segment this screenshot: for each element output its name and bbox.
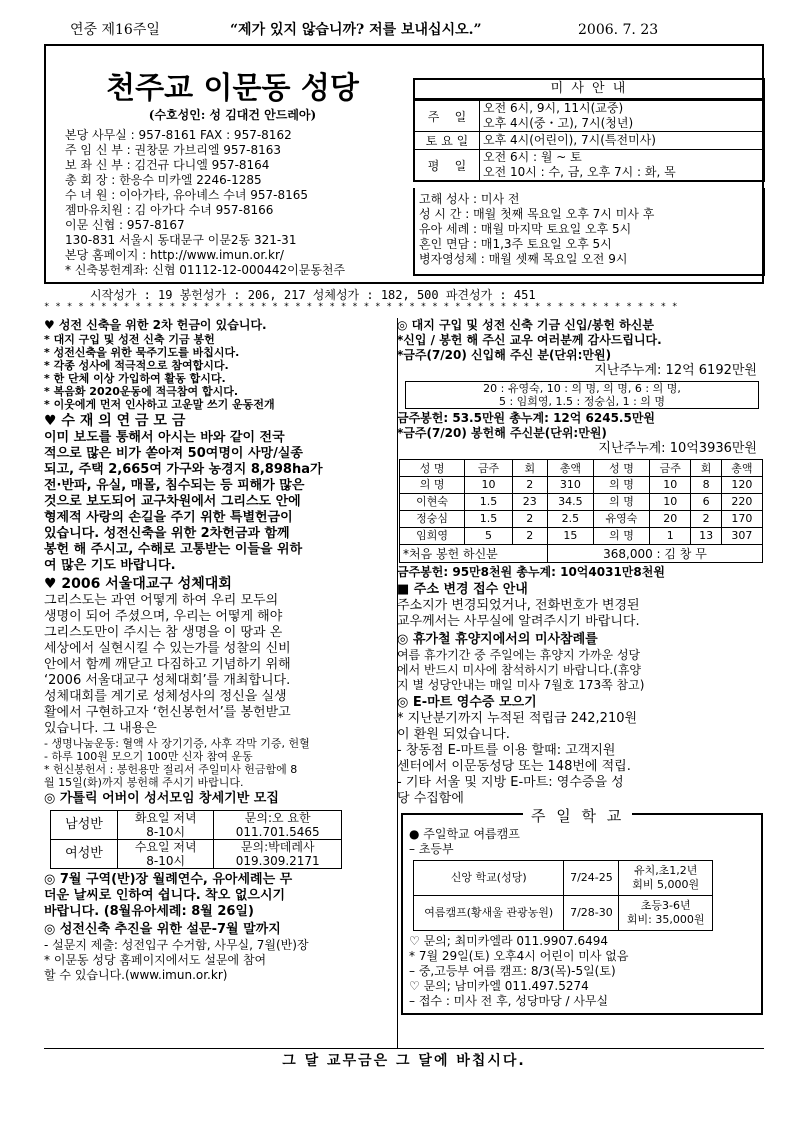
address-change-title: ■ 주소 변경 접수 안내 (397, 582, 528, 597)
table-cell: 6 (691, 494, 722, 511)
text-line: 이미 보도를 통해서 아시는 바와 같이 전국 (44, 430, 285, 445)
week-label: 연중 제16주일 (70, 22, 160, 38)
contact-line: 본당 홈페이지 : http://www.imun.or.kr/ (65, 248, 284, 262)
table-cell: 23 (512, 494, 547, 511)
eucharist-congress-title: ♥ 2006 서울대교구 성체대회 (44, 576, 232, 592)
table-cell: 수요일 저녁 8-10시 (118, 840, 214, 869)
hymn-numbers: 시작성가 : 19 봉헌성가 : 206, 217 성체성가 : 182, 500 파견성가 : 451 (90, 288, 536, 302)
text-line: 전·반파, 유실, 매몰, 침수되는 등 피해가 많은 (44, 478, 305, 493)
table-cell: 310 (547, 477, 593, 494)
mass-schedule-table (413, 100, 765, 182)
mass-guide (413, 78, 765, 188)
text-line: 있습니다. 성전신축을 위한 2차헌금과 함께 (44, 526, 290, 541)
text-line: 활에서 구현하고자 ‘헌신봉헌서’를 봉헌받고 (44, 705, 291, 720)
text-line: 성체대회를 계기로 성체성사의 정신을 실생 (44, 689, 287, 704)
text-line: 교우께서는 사무실에 알려주시기 바랍니다. (397, 614, 640, 629)
list-item: * 이웃에게 먼저 인사하고 고운말 쓰기 운동전개 (44, 398, 275, 411)
text-line: 생명이 되어 주셨으며, 우리는 어떻게 해야 (44, 609, 283, 624)
contact-line: 젬마유치원 : 김 아가다 수녀 957-8166 (65, 203, 274, 217)
mass-row (414, 132, 764, 150)
mass-row (414, 150, 764, 182)
contact-line: 총 회 장 : 한응수 미카엘 2246-1285 (65, 173, 262, 187)
table-cell: 의 명 (593, 528, 650, 545)
text-line: ◎ 대지 구입 및 성전 신축 기금 신입/봉헌 하신분 (397, 318, 654, 332)
bible-study-title: ◎ 가톨릭 어버이 성서모임 창세기반 모집 (44, 791, 279, 806)
sacrament-note: 유아 세례 : 매월 마지막 토요일 오후 5시 (419, 222, 632, 236)
table-cell: 신앙 학교(성당) (414, 861, 564, 896)
table-cell: 170 (721, 511, 762, 528)
table-cell: 7/24-25 (564, 861, 619, 896)
mass-time-line: 오전 10시 : 수, 금, 오후 7시 : 화, 목 (483, 165, 676, 179)
text-line: 당 수집함에 (397, 791, 464, 806)
text-line: - 설문지 제출: 성전입구 수거함, 사무실, 7월(반)장 (44, 938, 309, 952)
offering-prev-total: 지난주누계: 10억3936만원 (598, 441, 757, 456)
column-header: 총액 (721, 460, 762, 477)
emart-title: ◎ E-마트 영수증 모으기 (397, 695, 537, 710)
text-line: 있습니다. 그 내용은 (44, 721, 157, 736)
column-header: 금주 (465, 460, 512, 477)
issue-date: 2006. 7. 23 (578, 22, 659, 38)
table-cell: 10 (650, 494, 691, 511)
table-cell: 문의:오 요한 011.701.5465 (214, 811, 342, 840)
first-donor-label: *처음 봉헌 하신분 (400, 545, 548, 563)
table-cell: 2 (512, 511, 547, 528)
mass-day: 주 일 (414, 101, 480, 132)
contact-line: 본당 사무실 : 957-8161 FAX : 957-8162 (65, 128, 292, 142)
table-cell: 초등3-6년 회비: 35,000원 (619, 896, 713, 931)
list-item: - 생명나눔운동: 혈액 사 장기기증, 사후 각막 기증, 헌혈 (44, 737, 310, 750)
sunday-school-box (401, 807, 763, 1015)
contact-line: * 신축봉헌계좌: 신협 01112-12-000442이문동천주 (65, 263, 346, 277)
table-cell: 문의:박데레사 019.309.2171 (214, 840, 342, 869)
table-cell: 화요일 저녁 8-10시 (118, 811, 214, 840)
table-cell: 10 (465, 477, 512, 494)
mass-time-line: 오후 4시(어린이), 7시(특전미사) (483, 133, 656, 147)
sunday-school-title: 주 일 학 교 (523, 805, 632, 826)
list-item: * 성전신축을 위한 묵주기도를 바칩시다. (44, 346, 240, 359)
mass-guide-title: 미 사 안 내 (413, 78, 765, 100)
footer-rule (44, 1048, 764, 1049)
contact-line: 보 좌 신 부 : 김건규 다니엘 957-8164 (65, 158, 270, 172)
offering-total: 금주봉헌: 95만8천원 총누계: 10억4031만8천원 (397, 565, 665, 579)
column-header: 총액 (547, 460, 593, 477)
list-item: * 대지 구입 및 성전 신축 기금 봉헌 (44, 333, 215, 346)
table-cell: 1 (650, 528, 691, 545)
table-row (400, 477, 763, 494)
vacation-mass-text (397, 648, 767, 693)
text-line: ‘2006 서울대교구 성체대회’를 개최합니다. (44, 673, 291, 688)
right-column (397, 318, 767, 1015)
survey-text (44, 938, 394, 983)
table-cell: 2.5 (547, 511, 593, 528)
text-line: 봉헌 해 주시고, 수해로 고통받는 이들을 위하 (44, 542, 303, 557)
table-cell: 5 (465, 528, 512, 545)
mass-time-line: 오후 4시(중・고), 7시(청년) (483, 116, 634, 130)
text-line: 할 수 있습니다.(www.imun.or.kr) (44, 968, 228, 982)
mass-day: 평 일 (414, 150, 480, 182)
table-footer-row (400, 545, 763, 563)
text-line: 주소지가 변경되었거나, 전화번호가 변경된 (397, 598, 640, 613)
parish-contacts (65, 128, 405, 278)
text-line: 것으로 보도되어 교구차원에서 그리스도 안에 (44, 494, 301, 509)
mass-day: 토 요 일 (414, 132, 480, 150)
offering-heading (397, 411, 767, 441)
text-line: *금주(7/20) 신입해 주신 분(단위:만원) (397, 348, 612, 362)
table-cell: 307 (721, 528, 762, 545)
mass-times (480, 101, 765, 132)
table-cell: 이현숙 (400, 494, 465, 511)
text-line: *금주(7/20) 봉헌해 주신분(단위:만원) (397, 426, 607, 440)
mass-time-line: 오전 6시, 9시, 11시(교중) (483, 101, 624, 115)
sacrament-note: 성 시 간 : 매월 첫째 목요일 오후 7시 미사 후 (419, 207, 655, 221)
sunday-school-table (413, 860, 713, 931)
theme-quote: “제가 있지 않습니까? 저를 보내십시오.” (230, 22, 482, 38)
footer-message: 그 달 교무금은 그 달에 바칩시다. (282, 1053, 526, 1069)
text-line: 더운 날씨로 인하여 쉽니다. 착오 없으시기 (44, 888, 286, 903)
table-row (51, 840, 342, 869)
text-line: 형제적 사랑의 손길을 주기 위한 특별헌금이 (44, 510, 293, 525)
text-line: - 창동점 E-마트를 이용 할때: 고객지원 (397, 743, 616, 758)
contact-line: 이문 신협 : 957-8167 (65, 218, 185, 232)
text-line: 에서 반드시 미사에 참석하시기 바랍니다.(휴양 (397, 663, 642, 677)
text-line: ♡ 문의; 남미카엘 011.497.5274 (409, 979, 589, 993)
table-cell: 8 (691, 477, 722, 494)
table-row (400, 511, 763, 528)
summer-camp-label: ● 주일학교 여름캠프 (409, 827, 520, 841)
eucharist-congress-items (44, 737, 394, 789)
emart-text (397, 711, 767, 807)
text-line: 이 환원 되었습니다. (397, 727, 510, 742)
text-line: 바랍니다. (8월유아세례: 8월 26일) (44, 904, 254, 919)
table-cell: 34.5 (547, 494, 593, 511)
table-cell: 여성반 (51, 840, 118, 869)
text-line: - 기타 서울 및 지방 E-마트: 영수증을 성 (397, 775, 624, 790)
text-line: * 7월 29일(토) 오후4시 어린이 미사 없음 (409, 949, 629, 963)
list-item: * 한 단체 이상 가입하여 활동 합시다. (44, 372, 226, 385)
text-line: – 접수 : 미사 전 후, 성당마당 / 사무실 (409, 994, 609, 1008)
address-change-text (397, 598, 767, 630)
text-line: * 지난분기까지 누적된 적립금 242,210원 (397, 711, 638, 726)
contact-line: 수 녀 원 : 이아가타, 유아녜스 수녀 957-8165 (65, 188, 309, 202)
text-line: 그리스도는 과연 어떻게 하여 우리 모두의 (44, 593, 279, 608)
table-cell: 7/28-30 (564, 896, 619, 931)
table-cell: 1.5 (465, 511, 512, 528)
list-item: - 하루 100원 모으기 100만 신자 참여 운동 (44, 750, 253, 763)
table-row (414, 861, 713, 896)
table-cell: 2 (512, 528, 547, 545)
table-cell: 남성반 (51, 811, 118, 840)
table-row (400, 528, 763, 545)
table-cell: 13 (691, 528, 722, 545)
mass-times (480, 150, 765, 182)
star-divider: ******************************************************** (44, 302, 684, 312)
text-line: 금주봉헌: 53.5만원 총누계: 12억 6245.5만원 (397, 411, 656, 425)
table-cell: 220 (721, 494, 762, 511)
text-line: * 이문동 성당 홈페이지에서도 설문에 참여 (44, 953, 267, 967)
sunday-school-text (409, 934, 755, 1009)
column-header: 회 (691, 460, 722, 477)
sacrament-note: 병자영성체 : 매월 셋째 목요일 오전 9시 (419, 252, 628, 266)
text-line: 그리스도만이 주시는 참 생명을 이 땅과 온 (44, 625, 283, 640)
sacrament-note: 고해 성사 : 미사 전 (419, 192, 520, 206)
text-line: 적으로 많은 비가 쏟아져 50여명이 사망/실종 (44, 446, 303, 461)
table-cell: 10 (650, 477, 691, 494)
table-cell: 120 (721, 477, 762, 494)
sacrament-box (413, 188, 765, 276)
text-line: – 중,고등부 여름 캠프: 8/3(목)-5일(토) (409, 964, 616, 978)
table-cell: 의 명 (593, 494, 650, 511)
survey-title: ◎ 성전신축 추진을 위한 설문-7월 말까지 (44, 922, 281, 937)
text-line: *신입 / 봉헌 해 주신 교우 여러분께 감사드립니다. (397, 333, 662, 347)
donor-line: 5 : 임희영, 1.5 : 정숭심, 1 : 의 명 (498, 395, 666, 408)
table-cell: 1.5 (465, 494, 512, 511)
table-row (51, 811, 342, 840)
contact-line: 130-831 서울시 동대문구 이문2동 321-31 (65, 233, 297, 247)
elementary-label: – 초등부 (409, 842, 454, 856)
left-column (44, 318, 394, 983)
list-item: * 복음화 2020운동에 적극참여 합시다. (44, 385, 239, 398)
building-fund-list (44, 333, 394, 411)
table-cell: 여름캠프(황새울 관광농원) (414, 896, 564, 931)
text-line: ◎ 7월 구역(반)장 월례연수, 유아세례는 무 (44, 872, 293, 887)
column-header: 성 명 (400, 460, 465, 477)
mass-times (480, 132, 765, 150)
flood-relief-title: ♥ 수 재 의 연 금 모 금 (44, 413, 186, 429)
column-header: 회 (512, 460, 547, 477)
table-row (400, 494, 763, 511)
fund-prev-total: 지난주누계: 12억 6192만원 (594, 363, 757, 378)
offering-table (399, 459, 763, 563)
text-line: 지 별 성당안내는 매일 미사 7월호 173쪽 참고) (397, 678, 645, 692)
patron-saint: (수호성인: 성 김대건 안드레아) (148, 108, 317, 122)
text-line: 여름 휴가기간 중 주일에는 휴양지 가까운 성당 (397, 648, 641, 662)
bible-study-table (50, 810, 342, 869)
text-line: 센터에서 이문동성당 또는 148번에 적립. (397, 759, 631, 774)
parish-name: 천주교 이문동 성당 (106, 71, 359, 106)
contact-line: 주 임 신 부 : 권창문 가브리엘 957-8163 (65, 143, 282, 157)
list-item: * 각종 성사에 적극적으로 참여합시다. (44, 359, 229, 372)
text-line: 안에서 함께 깨닫고 다짐하고 기념하기 위해 (44, 657, 291, 672)
mass-time-line: 오전 6시 : 월 ~ 토 (483, 150, 582, 164)
table-row (414, 896, 713, 931)
flood-relief-text (44, 430, 394, 574)
first-donor-value: 368,000 : 김 창 무 (547, 545, 762, 563)
table-cell: 임희영 (400, 528, 465, 545)
text-line: 세상에서 실현시킬 수 있는가를 성찰의 신비 (44, 641, 291, 656)
vacation-mass-title: ◎ 휴가철 휴양지에서의 미사참례를 (397, 632, 598, 647)
table-cell: 2 (691, 511, 722, 528)
table-cell: 2 (512, 477, 547, 494)
building-fund-title: ♥ 성전 신축을 위한 2차 헌금이 있습니다. (44, 318, 267, 332)
table-cell: 유치,초1,2년 회비 5,000원 (619, 861, 713, 896)
table-cell: 15 (547, 528, 593, 545)
donor-line: 20 : 유영숙, 10 : 의 명, 의 명, 6 : 의 명, (483, 382, 681, 395)
text-line: 되고, 주택 2,665여 가구와 농경지 8,898ha가 (44, 462, 323, 477)
fund-donors-heading (397, 318, 767, 363)
eucharist-congress-text (44, 593, 394, 737)
text-line: 여 많은 기도 바랍니다. (44, 558, 176, 573)
table-cell: 의 명 (593, 477, 650, 494)
column-header: 성 명 (593, 460, 650, 477)
table-cell: 의 명 (400, 477, 465, 494)
column-header: 금주 (650, 460, 691, 477)
table-cell: 유영숙 (593, 511, 650, 528)
district-training-notice (44, 872, 394, 920)
fund-donor-list (405, 381, 759, 409)
text-line: ♡ 문의; 최미카엘라 011.9907.6494 (409, 934, 609, 948)
list-item: 월 15일(화)까지 봉헌해 주시기 바랍니다. (44, 776, 244, 789)
table-cell: 20 (650, 511, 691, 528)
table-header-row (400, 460, 763, 477)
list-item: * 헌신봉헌서 : 봉헌용만 절리서 주일미사 헌금함에 8 (44, 763, 298, 776)
table-cell: 정숭심 (400, 511, 465, 528)
mass-row (414, 101, 764, 132)
sacrament-note: 혼인 면담 : 매1,3주 토요일 오후 5시 (419, 237, 612, 251)
